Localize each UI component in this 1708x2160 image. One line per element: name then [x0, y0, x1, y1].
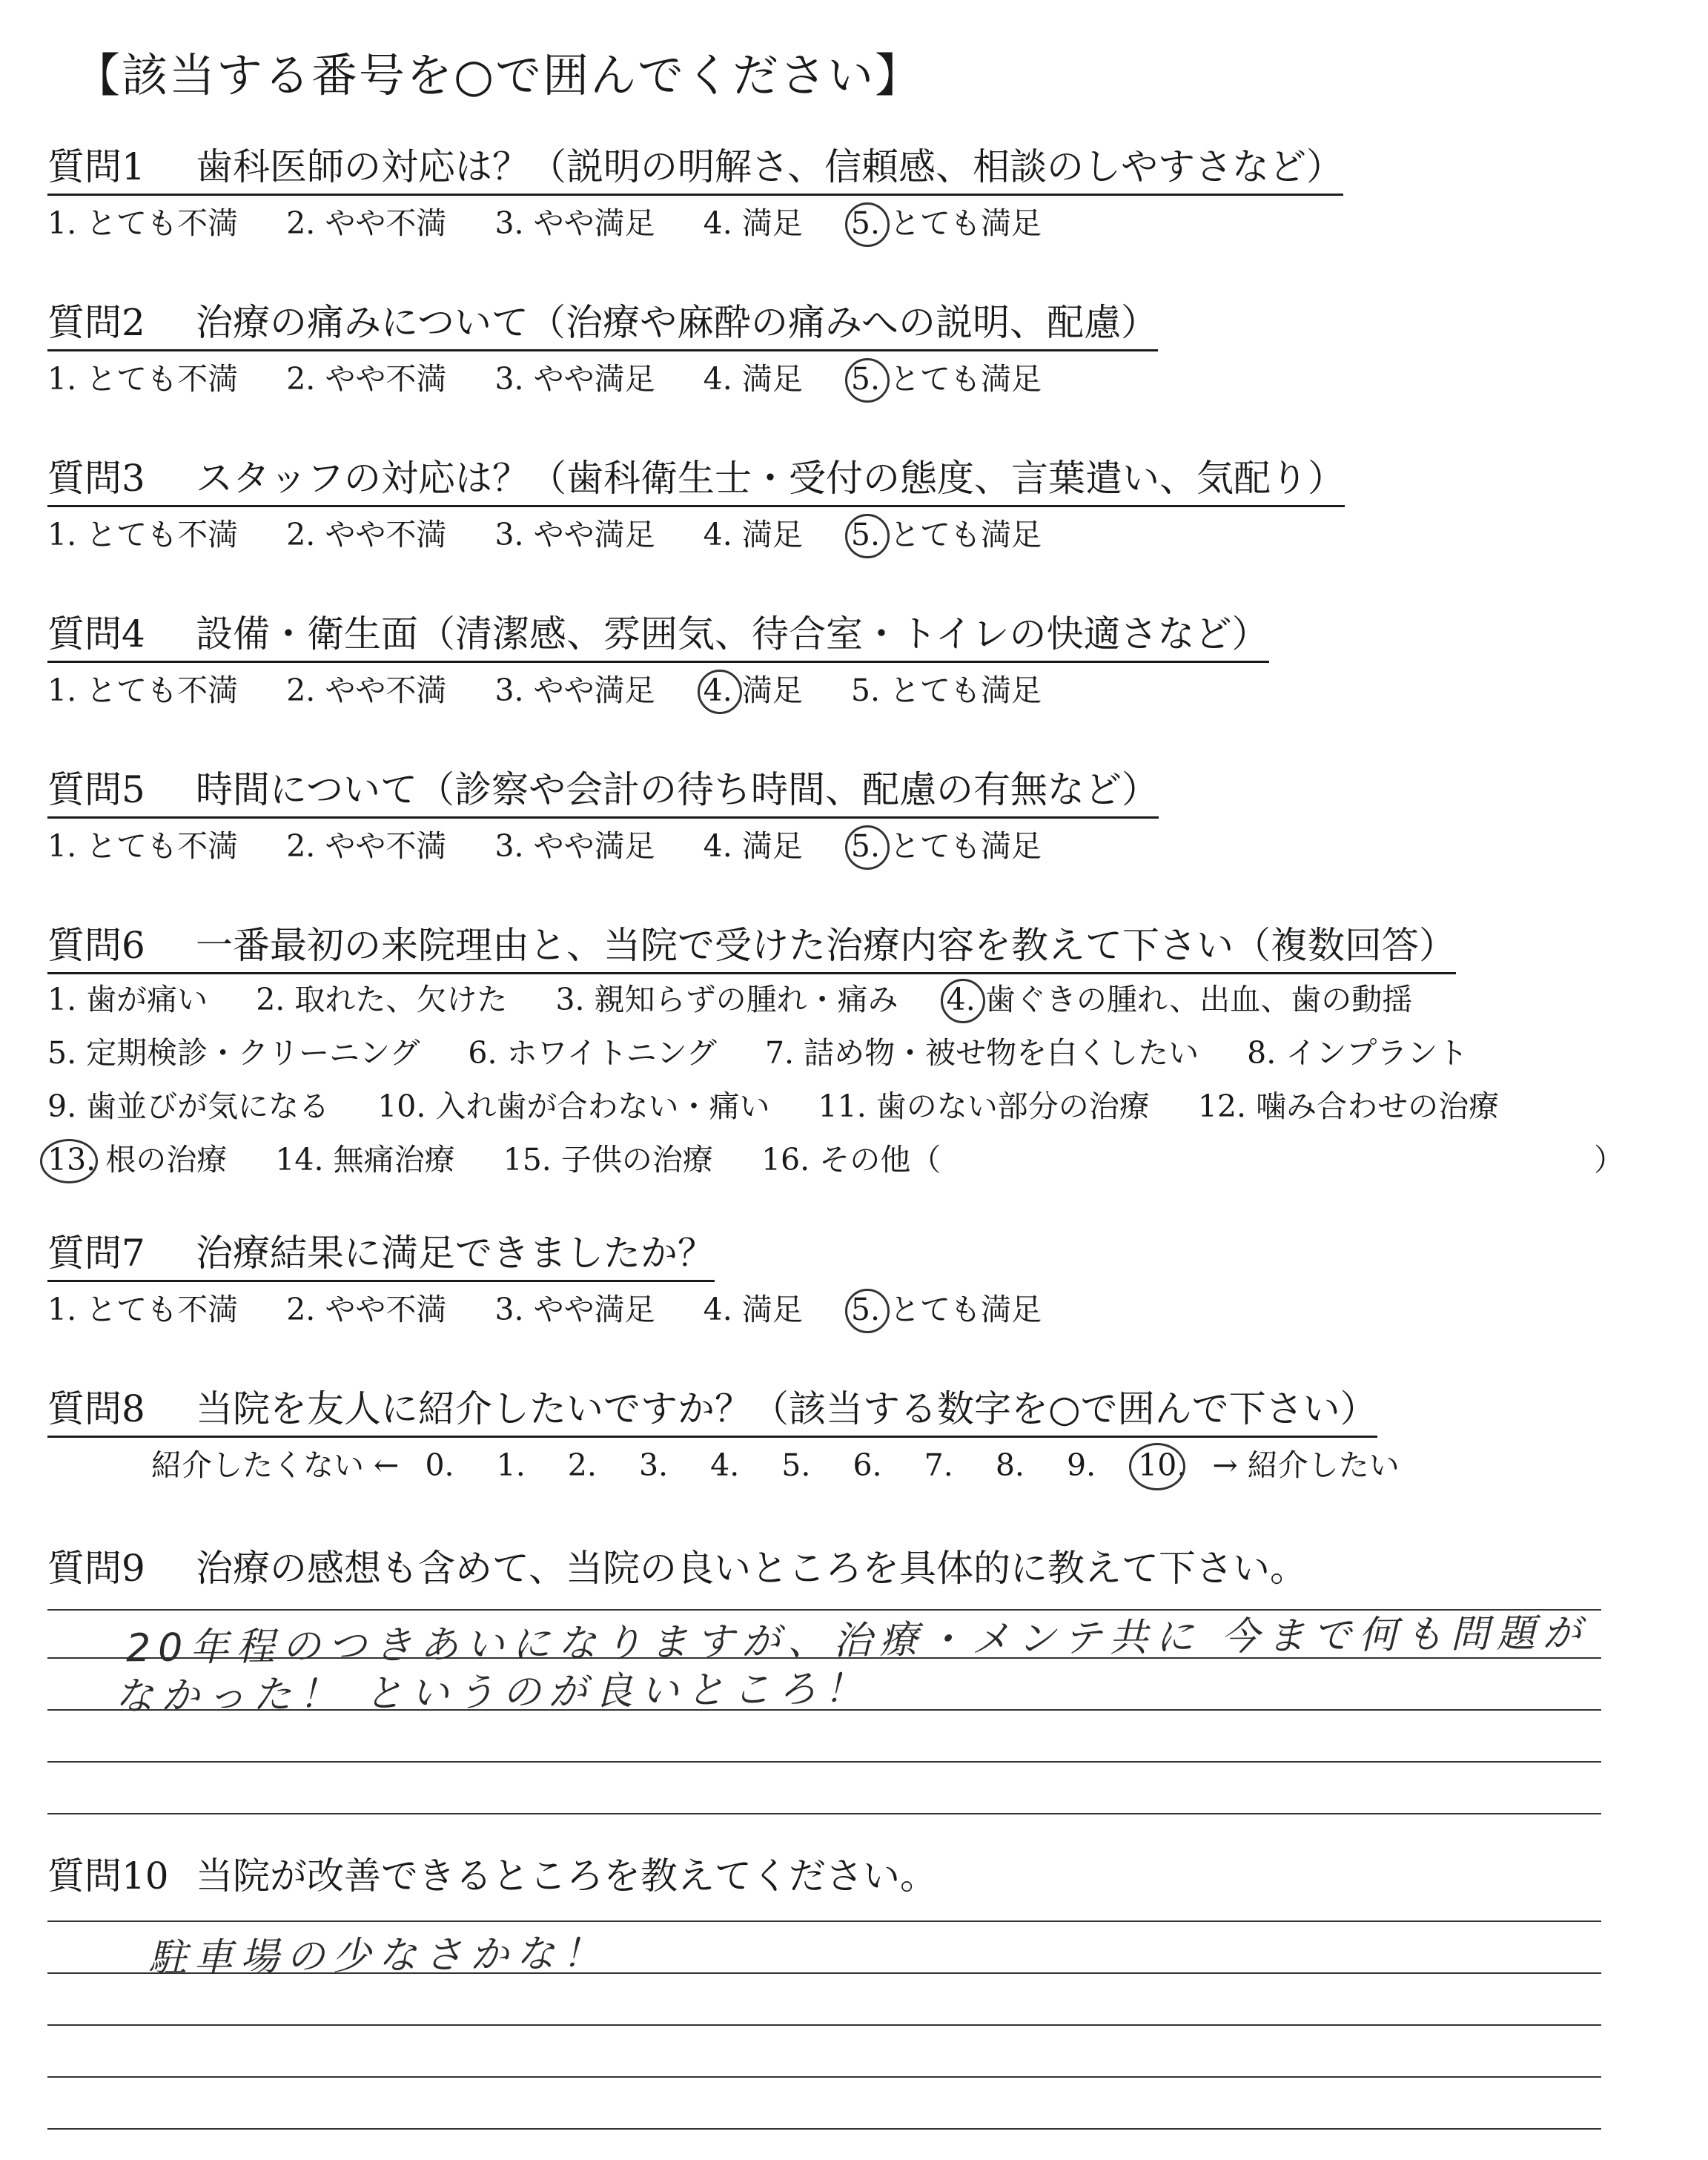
q7-option-1[interactable]: 1. とても不満: [47, 1292, 239, 1327]
q6-other-close: ）: [1594, 1142, 1624, 1178]
page-heading: 【該当する番号を○で囲んでください】: [74, 48, 923, 102]
question-6-number: 質問6: [47, 924, 145, 967]
question-8-title: 当院を友人に紹介したいですか？（該当する数字を○で囲んで下さい）: [196, 1387, 1377, 1430]
question-6-row-4: [47, 1140, 979, 1179]
q8-option-4[interactable]: 4.: [710, 1447, 740, 1483]
q5-option-5-selected[interactable]: 5. とても満足: [850, 828, 1042, 864]
q6-option-4-selected[interactable]: 4. 歯ぐきの腫れ、出血、歯の動揺: [946, 982, 1413, 1017]
q6-option-1[interactable]: 1. 歯が痛い: [47, 982, 208, 1017]
question-7-options: [47, 1290, 1080, 1329]
q4-option-2[interactable]: 2. やや不満: [286, 673, 447, 708]
question-6-heading: [47, 923, 1456, 974]
question-2-heading: [47, 300, 1158, 351]
q2-option-3[interactable]: 3. やや満足: [494, 361, 655, 397]
q8-option-3[interactable]: 3.: [638, 1447, 669, 1483]
q6-option-6[interactable]: 6. ホワイトニング: [468, 1035, 717, 1071]
question-7-heading: [47, 1231, 715, 1282]
question-10-number: 質問10: [47, 1855, 169, 1898]
question-3-heading: [47, 456, 1345, 507]
q8-option-8[interactable]: 8.: [995, 1447, 1025, 1483]
question-3-options: [47, 515, 1080, 554]
question-7-number: 質問7: [47, 1232, 145, 1275]
q7-option-2[interactable]: 2. やや不満: [286, 1292, 447, 1327]
q6-option-2[interactable]: 2. 取れた、欠けた: [256, 982, 508, 1017]
q9-line-4: [47, 1761, 1601, 1763]
q2-option-1[interactable]: 1. とても不満: [47, 361, 239, 397]
question-6-row-3: [47, 1087, 1537, 1126]
q1-option-1[interactable]: 1. とても不満: [47, 205, 239, 241]
question-5-heading: [47, 767, 1159, 819]
question-9-number: 質問9: [47, 1547, 145, 1590]
q8-option-7[interactable]: 7.: [924, 1447, 953, 1483]
question-6-row-1: [47, 980, 1451, 1019]
q10-line-1: [47, 1920, 1601, 1922]
q3-option-3[interactable]: 3. やや満足: [494, 517, 655, 552]
question-10-heading: [47, 1854, 937, 1903]
q6-option-3[interactable]: 3. 親知らずの腫れ・痛み: [555, 982, 898, 1017]
q7-option-4[interactable]: 4. 満足: [703, 1292, 803, 1327]
q1-option-2[interactable]: 2. やや不満: [286, 205, 447, 241]
q10-handwritten-answer[interactable]: 駐車場の少なさかな！: [148, 1931, 609, 1981]
q9-handwritten-answer-line-2[interactable]: なかった！ というのが良いところ！: [114, 1666, 870, 1720]
q8-option-6[interactable]: 6.: [853, 1447, 882, 1483]
q5-option-3[interactable]: 3. やや満足: [494, 828, 655, 864]
q3-option-4[interactable]: 4. 満足: [703, 517, 803, 552]
q8-option-0[interactable]: 0.: [425, 1447, 454, 1483]
q4-option-1[interactable]: 1. とても不満: [47, 673, 239, 708]
q2-option-4[interactable]: 4. 満足: [703, 361, 803, 397]
q4-option-4-selected[interactable]: 4. 満足: [703, 673, 803, 708]
question-2-title: 治療の痛みについて（治療や麻酔の痛みへの説明、配慮）: [196, 301, 1158, 344]
q6-option-7[interactable]: 7. 詰め物・被せ物を白くしたい: [764, 1035, 1199, 1071]
question-8-heading: [47, 1387, 1377, 1438]
q1-option-4[interactable]: 4. 満足: [703, 205, 803, 241]
q9-line-5: [47, 1813, 1601, 1814]
question-5-number: 質問5: [47, 768, 145, 811]
question-8-scale: [151, 1446, 1400, 1484]
q1-option-5-selected[interactable]: 5. とても満足: [850, 205, 1042, 241]
q2-option-5-selected[interactable]: 5. とても満足: [850, 361, 1042, 397]
q3-option-5-selected[interactable]: 5. とても満足: [850, 517, 1042, 552]
q2-option-2[interactable]: 2. やや不満: [286, 361, 447, 397]
question-5-options: [47, 827, 1080, 865]
q6-option-5[interactable]: 5. 定期検診・クリーニング: [47, 1035, 420, 1071]
question-3-title: スタッフの対応は？（歯科衛生士・受付の態度、言葉遣い、気配り）: [196, 457, 1345, 500]
q7-option-5-selected[interactable]: 5. とても満足: [850, 1292, 1042, 1327]
question-4-title: 設備・衛生面（清潔感、雰囲気、待合室・トイレの快適さなど）: [196, 612, 1269, 655]
q10-line-4: [47, 2076, 1601, 2078]
q10-line-3: [47, 2024, 1601, 2026]
q8-option-10-selected[interactable]: 10.: [1138, 1447, 1187, 1483]
q7-option-3[interactable]: 3. やや満足: [494, 1292, 655, 1327]
q8-option-9[interactable]: 9.: [1066, 1447, 1096, 1483]
q5-option-1[interactable]: 1. とても不満: [47, 828, 239, 864]
q9-handwritten-answer-line-1[interactable]: 20年程のつきあいになりますが、治療・メンテ共に 今まで何も問題が: [125, 1611, 1589, 1671]
question-4-number: 質問4: [47, 612, 145, 655]
q6-option-16[interactable]: 16. その他（: [761, 1142, 941, 1178]
q6-option-12[interactable]: 12. 噛み合わせの治療: [1197, 1089, 1500, 1124]
q5-option-4[interactable]: 4. 満足: [703, 828, 803, 864]
q8-option-1[interactable]: 1.: [496, 1447, 526, 1483]
question-5-title: 時間について（診察や会計の待ち時間、配慮の有無など）: [196, 768, 1159, 811]
question-9-heading: [47, 1546, 1307, 1595]
q6-option-10[interactable]: 10. 入れ歯が合わない・痛い: [377, 1089, 770, 1124]
question-6-title: 一番最初の来院理由と、当院で受けた治療内容を教えて下さい（複数回答）: [196, 924, 1456, 967]
question-2-options: [47, 360, 1080, 398]
q8-left-label: 紹介したくない ←: [151, 1447, 400, 1483]
question-6-row-2: [47, 1034, 1506, 1072]
question-9-title: 治療の感想も含めて、当院の良いところを具体的に教えて下さい。: [196, 1547, 1307, 1590]
q5-option-2[interactable]: 2. やや不満: [286, 828, 447, 864]
q6-option-13-selected[interactable]: 13. 根の治療: [47, 1142, 228, 1178]
q4-option-5[interactable]: 5. とても満足: [850, 673, 1042, 708]
question-2-number: 質問2: [47, 301, 145, 344]
q8-right-label: → 紹介したい: [1212, 1447, 1400, 1483]
question-1-heading: [47, 145, 1343, 196]
q6-option-14[interactable]: 14. 無痛治療: [275, 1142, 455, 1178]
question-7-title: 治療結果に満足できましたか？: [196, 1232, 715, 1275]
q6-option-8[interactable]: 8. インプラント: [1247, 1035, 1469, 1071]
question-3-number: 質問3: [47, 457, 145, 500]
q6-option-11[interactable]: 11. 歯のない部分の治療: [818, 1089, 1150, 1124]
question-1-options: [47, 204, 1080, 242]
question-4-heading: [47, 612, 1269, 663]
q6-option-15[interactable]: 15. 子供の治療: [503, 1142, 713, 1178]
q8-option-2[interactable]: 2.: [567, 1447, 597, 1483]
question-1-number: 質問1: [47, 145, 145, 188]
q3-option-1[interactable]: 1. とても不満: [47, 517, 239, 552]
q3-option-2[interactable]: 2. やや不満: [286, 517, 447, 552]
q1-option-3[interactable]: 3. やや満足: [494, 205, 655, 241]
q8-option-5[interactable]: 5.: [781, 1447, 811, 1483]
q4-option-3[interactable]: 3. やや満足: [494, 673, 655, 708]
q6-option-9[interactable]: 9. 歯並びが気になる: [47, 1089, 330, 1124]
question-8-number: 質問8: [47, 1387, 145, 1430]
question-10-title: 当院が改善できるところを教えてください。: [196, 1855, 937, 1898]
question-4-options: [47, 671, 1080, 710]
question-1-title: 歯科医師の対応は？（説明の明解さ、信頼感、相談のしやすさなど）: [196, 145, 1343, 188]
q10-line-5: [47, 2128, 1601, 2130]
